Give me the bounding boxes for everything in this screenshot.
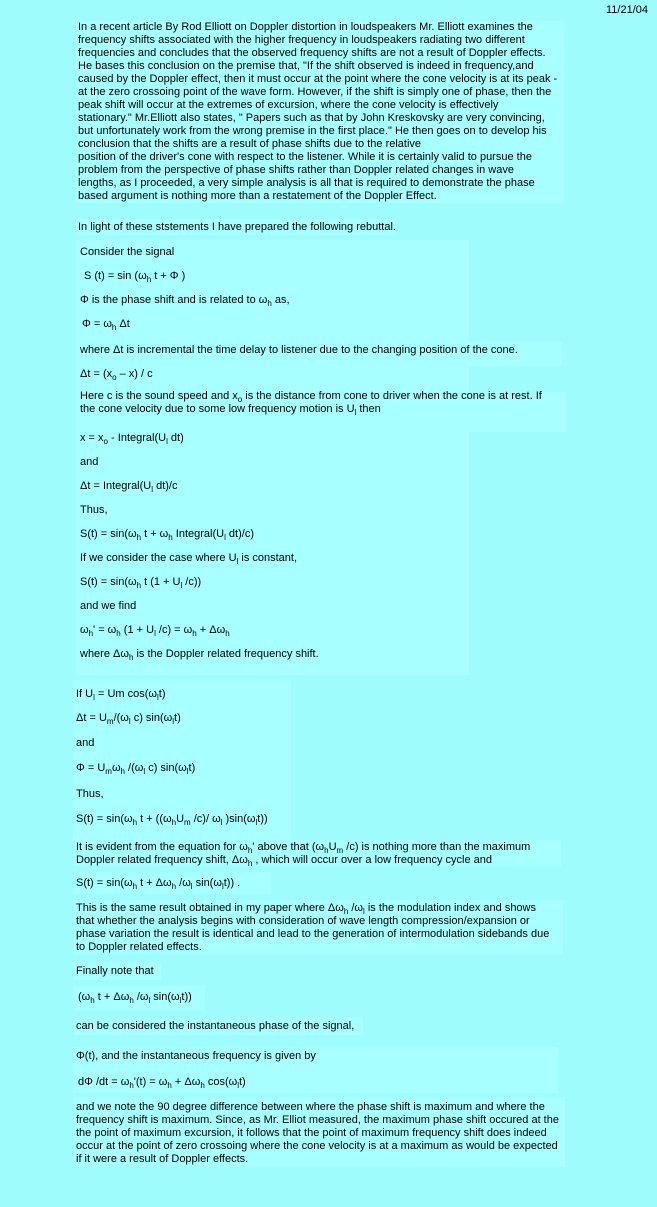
intro-line: He bases this conclusion on the premise that, "If the shift observed is indeed in frequency,and [78, 60, 534, 72]
intro-line: lengths, as I proceeded, a very simple analysis is all that is required to demonstrate the phase [78, 177, 535, 189]
intro-line: In a recent article By Rod Elliott on Doppler distortion in loudspeakers Mr. Elliott examines the [78, 21, 533, 33]
conclusion-block [76, 1101, 559, 1166]
intro-line: based argument is nothing more than a restatement of the Doppler Effect. [78, 190, 437, 202]
conclusion-line: the point of maximum excursion, it follows that the point of maximum frequency shift does indeed [76, 1127, 547, 1139]
evident-line-1: It is evident from the equation for $\omega_h'$ above that ($\omega_hU_m$ /c) is nothing more than the maximum [76, 841, 531, 856]
equation-signal: S $(t) = \sin (\omega_h$ t + Φ ) [84, 270, 186, 285]
find-text: and we find [80, 600, 137, 612]
finally-text: Finally note that [76, 965, 154, 977]
equation-instantaneous-frequency: dΦ $/dt = \omega_h'(t) = \omega_h + \Delta\omega_h$ $\cos(\omega_lt)$ [78, 1076, 246, 1091]
intro-line: at the zero crossoing point of the wave form. However, if the shift is simply one of phase, then the [78, 86, 552, 98]
constant-case-text: If we consider the case where $U_l$ is constant, [80, 552, 298, 567]
equation-instantaneous-phase: ($\omega_h$ $t + \Delta\omega_h$ $/\omega_l$ $\sin(\omega_lt)$) [78, 991, 192, 1006]
consider-text: Consider the signal [80, 246, 175, 258]
analysis-content [78, 240, 542, 666]
conclusion-line: frequency shift is maximum. Since, as Mr. Elliot measured, the maximum phase shift occured at the [76, 1114, 559, 1126]
equation-signal-integral: $S(t) = \sin(\omega_h$ $t + \omega_h$ $Integral(U_l$ dt)/c) [80, 528, 254, 543]
thus-text: Thus, [80, 504, 108, 516]
same-result-line-1: This is the same result obtained in my paper where $\Delta\omega_h$ $/\omega_l$ is the modulation index and shows [76, 902, 536, 917]
equation-position: $x = x_o$ - $Integral(U_l$ dt) [80, 432, 184, 447]
phase-definition: Φ is the phase shift and is related to $\omega_h$ as, [80, 294, 290, 309]
delta-definition: where Δt is incremental the time delay to listener due to the changing position of the cone. [80, 344, 518, 356]
here-line-2: the cone velocity due to some low frequency motion is $U_l$ then [80, 403, 381, 418]
same-result-line-3: phase variation the result is identical and lead to the generation of intermodulation sidebands due [76, 928, 550, 940]
equation-delta-integral: $\Delta t = Integral(U_l$ dt)/c [80, 480, 178, 495]
intro-line: position of the driver's cone with respect to the listener. While it is certainly valid to pursue the [78, 151, 532, 163]
intro-block [76, 21, 564, 203]
rebuttal-line: In light of these ststements I have prepared the following rebuttal. [78, 221, 396, 233]
document-date: 11/21/04 [605, 4, 648, 16]
intro-line: problem from the perspective of phase shifts rather than Doppler related changes in wave [78, 164, 514, 176]
equation-low-velocity: If $U_l = Um$ $\cos(\omega_lt)$ [76, 688, 166, 703]
intro-line: frequency shifts associated with the higher frequency in loudspeakers radiating two different [78, 34, 525, 46]
thus-text: Thus, [76, 788, 104, 800]
intro-line: peak shift will occur at the extremes of excursion, where the cone velocity is effectively [78, 99, 499, 111]
same-result-line-2: that whether the analysis begins with consideration of wave length compression/expansion or [76, 915, 530, 927]
conclusion-line: occur at the point of zero crossoing where the cone velocity is at a maximum as would be expected [76, 1140, 558, 1152]
conclusion-line: and we note the 90 degree difference between where the phase shift is maximum and where the [76, 1101, 545, 1113]
sound-speed-text [78, 386, 542, 426]
and-text: and [76, 737, 95, 749]
equation-phase: $\Phi = \omega_h$ Δt [82, 318, 130, 333]
equation-signal-modulated: $S(t) = \sin(\omega_h$ $t + ((\omega_hU_m$ /c)/ $\omega_l$ )$\sin(\omega_lt)$) [76, 813, 268, 828]
equation-delta: $\Delta t = (x_o - x) / c$ [80, 368, 153, 383]
intro-line: stationary." Mr.Elliott also states, " Papers such as that by John Kreskovsky are very convincing, [78, 112, 545, 124]
equation-constant: $S(t) = \sin(\omega_h$ t ($1 + U_l$ /c)) [80, 576, 202, 591]
here-line-1: Here c is the sound speed and $x_o$ is the distance from cone to driver when the cone is at rest. If [80, 390, 542, 405]
doppler-shift-text: where $\Delta\omega_h$ is the Doppler related frequency shift. [80, 648, 319, 663]
instantaneous-phase-text: can be considered the instantaneous phase of the signal, [76, 1020, 355, 1032]
equation-signal-index: $S(t) = \sin(\omega_h$ $t + \Delta\omega_h$ $/\omega_l$ $\sin(\omega_lt)$) . [76, 877, 241, 892]
evident-line-2: Doppler related frequency shift, $\Delta\omega_h$ , which will occur over a low frequency cycle and [76, 854, 492, 869]
intro-line: but unfortunately work from the wrong premise in the first place." He then goes on to develop his [78, 125, 547, 137]
instantaneous-frequency-text: Φ(t), and the instantaneous frequency is given by [76, 1050, 316, 1062]
same-result-line-4: to Doppler related effects. [76, 941, 202, 953]
equation-phase-modulated: $\Phi = U_m\omega_h$ $/(\omega_l$ c) $\sin(\omega_lt)$ [76, 762, 196, 777]
and-text: and [80, 456, 99, 468]
intro-line: frequencies and concludes that the observed frequency shifts are not a result of Doppler effects. [78, 47, 546, 59]
intro-line: caused by the Doppler effect, then it must occur at the point where the cone velocity is at its peak - [78, 73, 558, 85]
equation-frequency: $\omega_h' = \omega_h$ ($1 + U_l$ $/c) = \omega_h + \Delta\omega_h$ [80, 624, 230, 639]
equation-delta-modulated: $\Delta t = U_m/(\omega_l$ c) $\sin(\omega_lt)$ [76, 712, 181, 727]
conclusion-line: if it were a result of Doppler effects. [76, 1153, 249, 1165]
intro-line: conclusion that the shifts are a result of phase shifts due to the relative [78, 138, 422, 150]
